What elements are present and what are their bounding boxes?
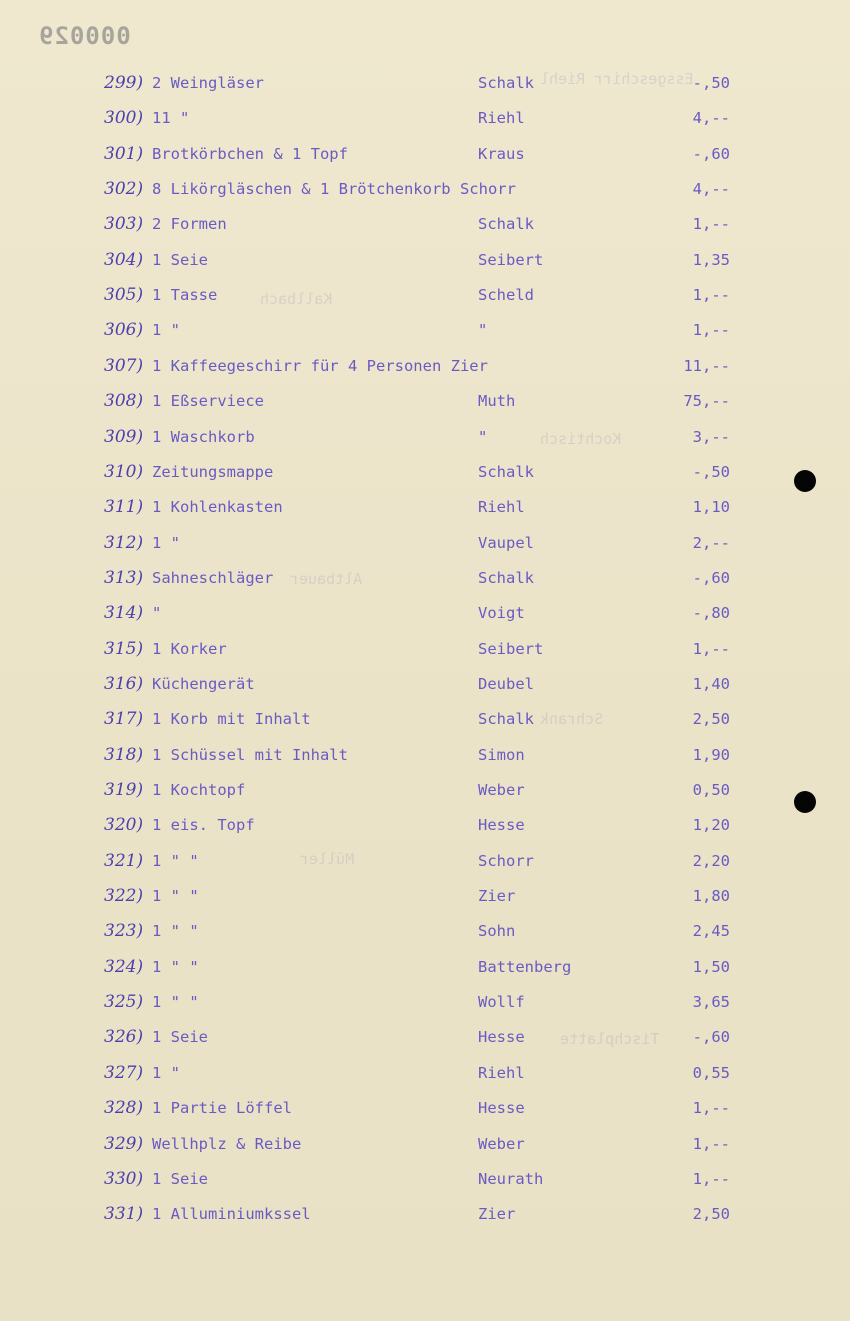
entry-number: 303) (104, 214, 144, 235)
entry-price: 1,-- (692, 215, 730, 234)
bleed-through-texture: Tischplatte (560, 1030, 660, 1048)
entry-row (0, 563, 850, 593)
entry-row (0, 1093, 850, 1123)
entry-item: Küchengerät (152, 674, 255, 693)
entry-row (0, 1022, 850, 1052)
entry-price: 3,-- (692, 427, 730, 446)
entry-name: Riehl (478, 498, 525, 517)
entry-number: 299) (104, 73, 144, 93)
entry-item: 8 Likörgläschen & 1 Brötchenkorb Schorr (152, 180, 516, 199)
bleed-through-texture: Schrank (540, 710, 604, 728)
entry-row (0, 846, 850, 876)
bleed-through-texture: Altbauer (290, 570, 363, 588)
entry-row (0, 669, 850, 699)
entry-number: 311) (104, 497, 144, 518)
entry-row (0, 1058, 850, 1088)
entry-price: 1,-- (692, 639, 730, 658)
entry-item: 1 Korker (152, 639, 227, 658)
entry-number: 331) (104, 1204, 144, 1225)
entry-row (0, 103, 850, 133)
entry-name: Hesse (478, 1099, 525, 1118)
entry-name: Deubel (478, 674, 534, 693)
entry-name: Seibert (478, 639, 544, 658)
entry-name: Weber (478, 1134, 525, 1153)
bleed-through-texture: Müller (300, 850, 355, 868)
entry-row (0, 634, 850, 664)
entry-number: 312) (104, 532, 144, 553)
entry-price: 1,-- (692, 286, 730, 305)
entry-item: 11 " (152, 109, 190, 128)
entry-row (0, 209, 850, 239)
punch-hole (794, 470, 816, 492)
entry-item: Sahneschläger (152, 568, 274, 587)
punch-hole (794, 791, 816, 813)
entry-item: 1 Seie (152, 1028, 208, 1047)
entry-price: -,60 (692, 1028, 730, 1047)
entry-price: 4,-- (692, 109, 730, 128)
entry-price: 1,10 (692, 498, 730, 517)
bleed-through-texture: Essgeschirr Riehl (540, 70, 694, 88)
entry-name: Sohn (478, 922, 516, 941)
entry-item: 1 " " (152, 993, 199, 1012)
entry-number: 317) (104, 709, 144, 730)
entry-item: 1 Seie (152, 1169, 208, 1188)
entry-number: 300) (104, 108, 144, 129)
entry-name: Riehl (478, 1063, 525, 1082)
entry-item: Brotkörbchen & 1 Topf (152, 144, 348, 163)
entry-row (0, 457, 850, 487)
entry-name: Zier (478, 887, 516, 906)
entry-item: 1 Kohlenkasten (152, 498, 283, 517)
bleed-through-texture: Kallbach (260, 290, 333, 308)
entry-number: 314) (104, 603, 144, 624)
entry-item: 1 " " (152, 922, 199, 941)
entry-item: 1 " " (152, 887, 199, 906)
entry-name: " (478, 427, 488, 446)
entry-row (0, 351, 850, 381)
entry-number: 315) (104, 638, 144, 659)
entry-name: Voigt (478, 604, 525, 623)
entry-number: 327) (104, 1062, 144, 1083)
entry-name: Schalk (478, 462, 534, 481)
entry-price: 0,55 (692, 1063, 730, 1082)
entry-price: -,50 (692, 462, 730, 481)
entry-name: Weber (478, 781, 525, 799)
entry-row (0, 315, 850, 345)
entry-price: 2,20 (692, 851, 730, 870)
entry-number: 326) (104, 1027, 144, 1048)
entry-number: 313) (104, 567, 144, 588)
entry-row (0, 245, 850, 275)
entry-price: 75,-- (683, 392, 730, 411)
entry-number: 325) (104, 992, 144, 1013)
entry-name: Seibert (478, 250, 544, 269)
entry-price: 2,50 (692, 1205, 730, 1224)
entry-number: 306) (104, 320, 144, 341)
entry-item: 1 Partie Löffel (152, 1099, 292, 1118)
entry-price: 2,-- (692, 533, 730, 552)
entry-name: Riehl (478, 109, 525, 128)
entry-price: 1,-- (692, 1099, 730, 1118)
entry-item: 1 Korb mit Inhalt (152, 710, 311, 729)
entry-number: 320) (104, 815, 144, 836)
entry-row (0, 139, 850, 169)
entry-number: 316) (104, 673, 144, 694)
entry-price: 1,40 (692, 674, 730, 693)
entry-name: Simon (478, 745, 525, 764)
archive-stamp-number: 000029 (38, 22, 131, 50)
entry-row (0, 704, 850, 734)
entry-number: 328) (104, 1098, 144, 1119)
entry-price: 3,65 (692, 993, 730, 1012)
entry-price: 2,50 (692, 710, 730, 729)
entry-item: 1 Seie (152, 250, 208, 269)
entry-item: 1 Tasse (152, 286, 218, 305)
entry-row (0, 916, 850, 946)
entry-item: 1 Kaffeegeschirr für 4 Personen Zier (152, 356, 488, 375)
entry-name: Muth (478, 392, 516, 411)
entry-price: 1,-- (692, 1134, 730, 1153)
entry-item: 2 Weingläser (152, 74, 264, 92)
entry-price: -,80 (692, 604, 730, 623)
entry-item: Wellhplz & Reibe (152, 1134, 302, 1153)
entry-price: -,60 (692, 568, 730, 587)
entry-name: Vaupel (478, 533, 534, 552)
entry-number: 318) (104, 744, 144, 765)
entry-name: Battenberg (478, 957, 572, 976)
entry-item: 1 Kochtopf (152, 781, 246, 799)
entry-name: Zier (478, 1205, 516, 1224)
entry-row (0, 386, 850, 416)
entry-name: Schalk (478, 74, 534, 92)
entry-price: 1,35 (692, 250, 730, 269)
entry-row (0, 952, 850, 982)
entry-item: 1 " (152, 321, 180, 340)
entry-number: 324) (104, 956, 144, 977)
entry-name: Schalk (478, 568, 534, 587)
entry-price: 11,-- (683, 356, 730, 375)
entry-number: 330) (104, 1168, 144, 1189)
entry-item: 1 eis. Topf (152, 816, 255, 835)
entry-number: 319) (104, 780, 144, 800)
entry-row (0, 68, 850, 98)
entry-item: 1 Schüssel mit Inhalt (152, 745, 348, 764)
entry-name: Schalk (478, 710, 534, 729)
entry-price: 0,50 (692, 781, 730, 799)
entry-price: 1,20 (692, 816, 730, 835)
entry-row (0, 528, 850, 558)
entry-row (0, 775, 850, 805)
entry-price: 4,-- (692, 180, 730, 199)
entry-name: Hesse (478, 816, 525, 835)
entry-name: Wollf (478, 993, 525, 1012)
entry-number: 321) (104, 850, 144, 871)
entry-price: 1,-- (692, 1169, 730, 1188)
entry-price: 2,45 (692, 922, 730, 941)
entry-name: " (478, 321, 488, 340)
entry-row (0, 1199, 850, 1229)
entry-name: Scheld (478, 286, 534, 305)
entry-name: Neurath (478, 1169, 544, 1188)
entry-row (0, 810, 850, 840)
entry-name: Schorr (478, 851, 534, 870)
entry-item: 1 " (152, 1063, 180, 1082)
entry-number: 323) (104, 921, 144, 942)
entry-item: 1 " " (152, 957, 199, 976)
entry-item: 1 Eßserviece (152, 392, 264, 411)
entry-number: 308) (104, 391, 144, 412)
entry-row (0, 422, 850, 452)
entry-number: 302) (104, 179, 144, 200)
entry-number: 310) (104, 461, 144, 482)
entry-price: 1,90 (692, 745, 730, 764)
entry-row (0, 1129, 850, 1159)
entry-item: 1 Waschkorb (152, 427, 255, 446)
entry-number: 307) (104, 355, 144, 376)
entry-price: 1,50 (692, 957, 730, 976)
entry-row (0, 881, 850, 911)
entry-number: 301) (104, 143, 144, 164)
entry-price: -,60 (692, 144, 730, 163)
entry-number: 304) (104, 249, 144, 270)
entry-item: Zeitungsmappe (152, 462, 274, 481)
entry-row (0, 174, 850, 204)
bleed-through-texture: Kochtisch (540, 430, 622, 448)
entry-name: Kraus (478, 144, 525, 163)
entry-row (0, 598, 850, 628)
entry-item: 2 Formen (152, 215, 227, 234)
entry-row (0, 740, 850, 770)
entry-row (0, 492, 850, 522)
entry-number: 309) (104, 426, 144, 447)
entry-row (0, 1164, 850, 1194)
entry-item: 1 Alluminiumkssel (152, 1205, 311, 1224)
entry-row (0, 987, 850, 1017)
entry-number: 322) (104, 886, 144, 907)
entry-number: 329) (104, 1133, 144, 1154)
entry-name: Schalk (478, 215, 534, 234)
entry-price: 1,80 (692, 887, 730, 906)
entry-price: -,50 (692, 74, 730, 92)
entry-row (0, 280, 850, 310)
entry-item: 1 " (152, 533, 180, 552)
entry-name: Hesse (478, 1028, 525, 1047)
entry-item: " (152, 604, 162, 623)
entry-item: 1 " " (152, 851, 199, 870)
entry-price: 1,-- (692, 321, 730, 340)
entry-number: 305) (104, 285, 144, 306)
